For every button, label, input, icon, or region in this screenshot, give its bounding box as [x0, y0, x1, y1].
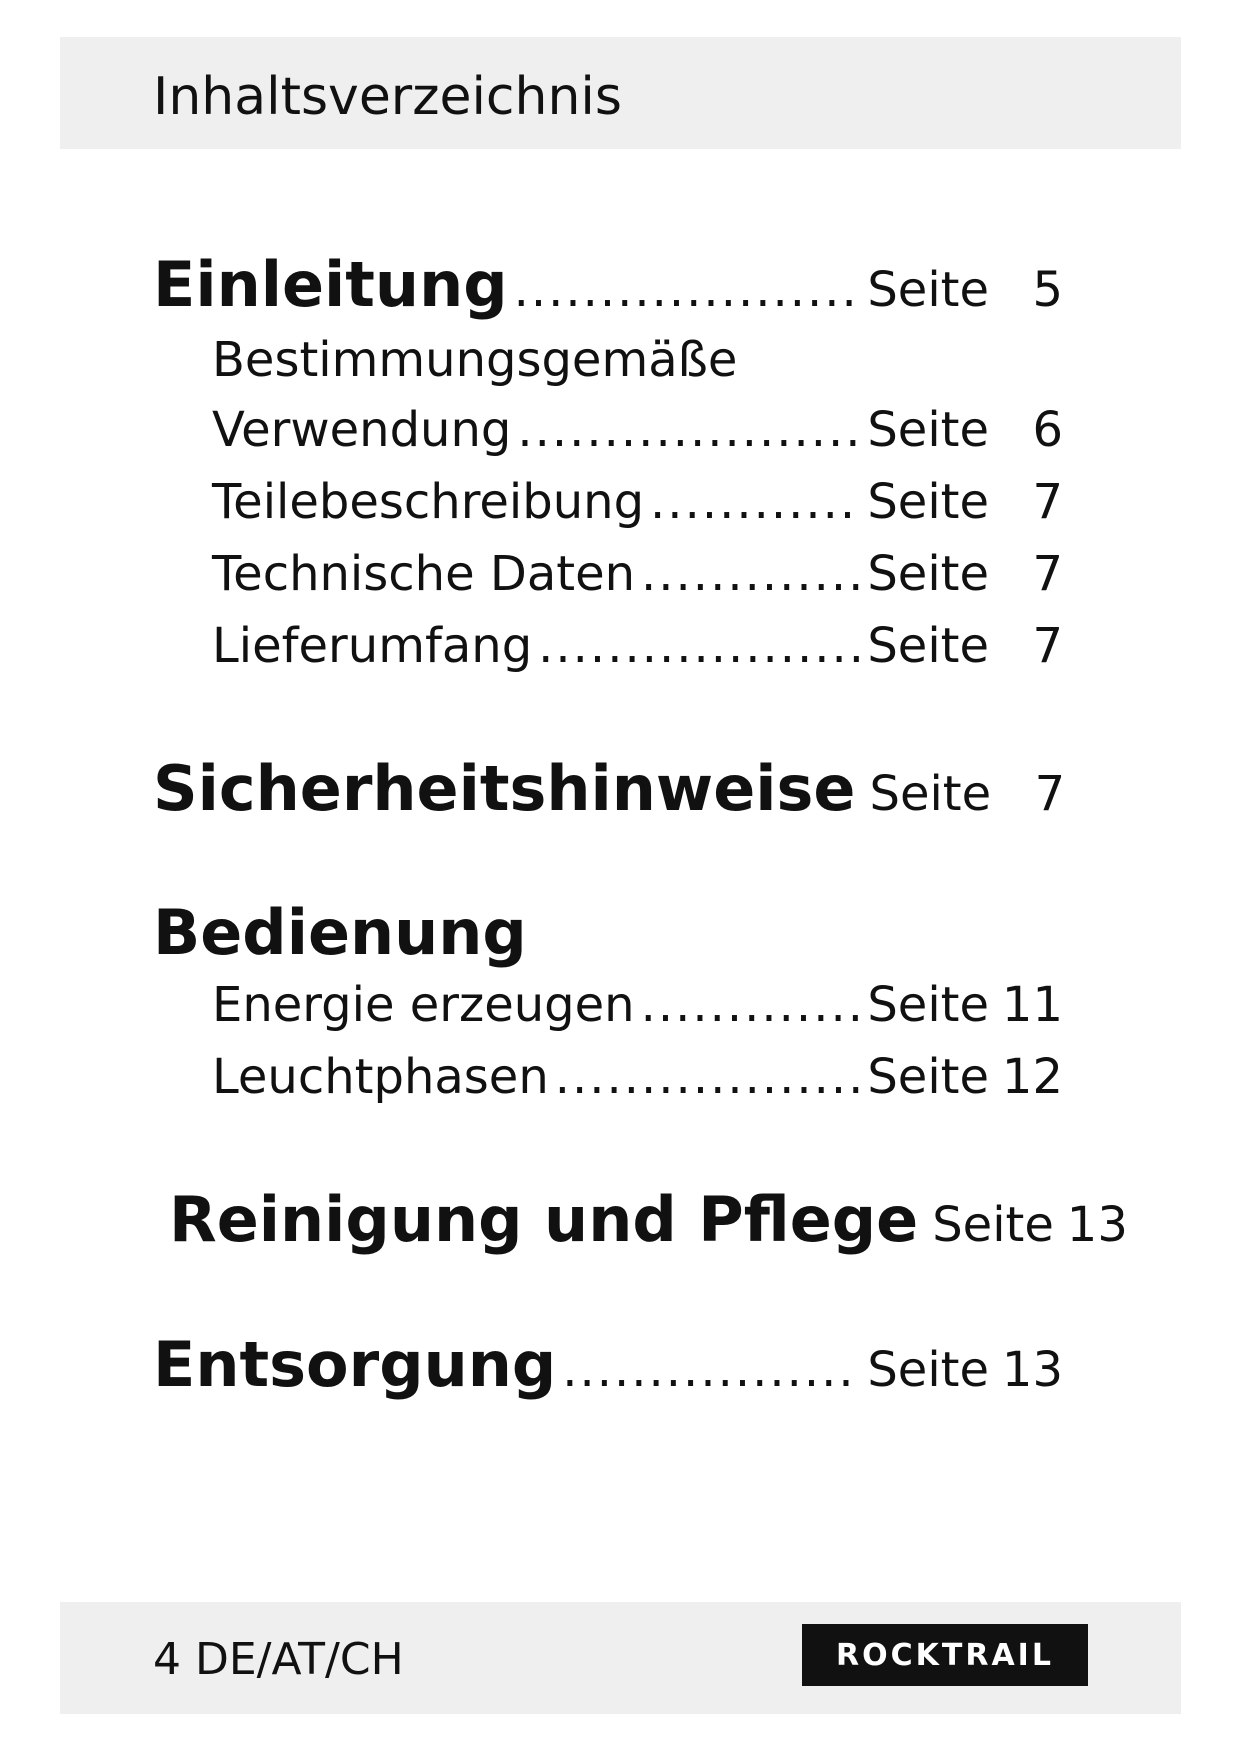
- toc-entry-reinigung-und-pflege[interactable]: [169, 1183, 1128, 1256]
- toc-entry-verwendung[interactable]: [212, 402, 1063, 458]
- leader-dots: [538, 618, 859, 674]
- page-label: Seite: [867, 1342, 989, 1398]
- toc-entry-title: Sicherheitshinweise: [153, 752, 856, 825]
- toc-entry-sicherheitshinweise[interactable]: [153, 752, 1066, 825]
- footer-page-label: 4 DE/AT/CH: [153, 1634, 404, 1685]
- toc-entry-title: Leuchtphasen: [212, 1049, 549, 1105]
- toc-entry-title: Lieferumfang: [212, 618, 533, 674]
- toc-entry-title: Entsorgung: [153, 1328, 557, 1401]
- brand-logo: ROCKTRAIL: [802, 1624, 1088, 1686]
- toc-entry-technische-daten[interactable]: [212, 546, 1063, 602]
- toc-entry-title: Einleitung: [153, 248, 508, 321]
- page-label: Seite: [867, 546, 989, 602]
- page-number: 7: [1032, 546, 1063, 602]
- page-number: 6: [1032, 402, 1063, 458]
- page-label: Seite: [867, 1049, 989, 1105]
- toc-entry-title: Technische Daten: [212, 546, 636, 602]
- page-number: 13: [1001, 1342, 1063, 1398]
- page-label: Seite: [867, 474, 989, 530]
- toc-entry-title: Energie erzeugen: [212, 977, 635, 1033]
- page-label: Seite: [867, 402, 989, 458]
- page-number: 7: [1032, 618, 1063, 674]
- toc-entry-leuchtphasen[interactable]: [212, 1049, 1063, 1105]
- toc-entry-teilebeschreibung[interactable]: [212, 474, 1063, 530]
- page-label: Seite: [869, 766, 992, 822]
- page-number: 13: [1066, 1197, 1128, 1253]
- page-number: 7: [1032, 474, 1063, 530]
- toc-entry-energie-erzeugen[interactable]: [212, 977, 1063, 1033]
- leader-dots: [562, 1342, 859, 1398]
- toc-entry-title: Verwendung: [212, 402, 512, 458]
- page-label: Seite: [867, 618, 989, 674]
- toc-section-bedienung: Bedienung: [153, 896, 527, 969]
- page-number: 7: [1034, 766, 1066, 822]
- toc-entry-einleitung[interactable]: [153, 248, 1063, 321]
- page-number: 11: [1001, 977, 1063, 1033]
- page-label: Seite: [867, 977, 989, 1033]
- toc-entry-entsorgung[interactable]: [153, 1328, 1063, 1401]
- page-title: Inhaltsverzeichnis: [153, 67, 622, 127]
- page-label: Seite: [932, 1197, 1054, 1253]
- leader-dots: [514, 262, 860, 318]
- page-number: 5: [1032, 262, 1063, 318]
- page-number: 12: [1001, 1049, 1063, 1105]
- toc-entry-title: Reinigung und Pflege: [169, 1183, 919, 1256]
- leader-dots: [650, 474, 859, 530]
- footer-band: [60, 1602, 1181, 1714]
- toc-entry-lieferumfang[interactable]: [212, 618, 1063, 674]
- toc-entry-title: Teilebeschreibung: [212, 474, 645, 530]
- leader-dots: [555, 1049, 860, 1105]
- toc-entry-title-line1: Bestimmungsgemäße: [212, 332, 738, 388]
- leader-dots: [641, 546, 859, 602]
- leader-dots: [641, 977, 860, 1033]
- page-label: Seite: [867, 262, 989, 318]
- leader-dots: [517, 402, 859, 458]
